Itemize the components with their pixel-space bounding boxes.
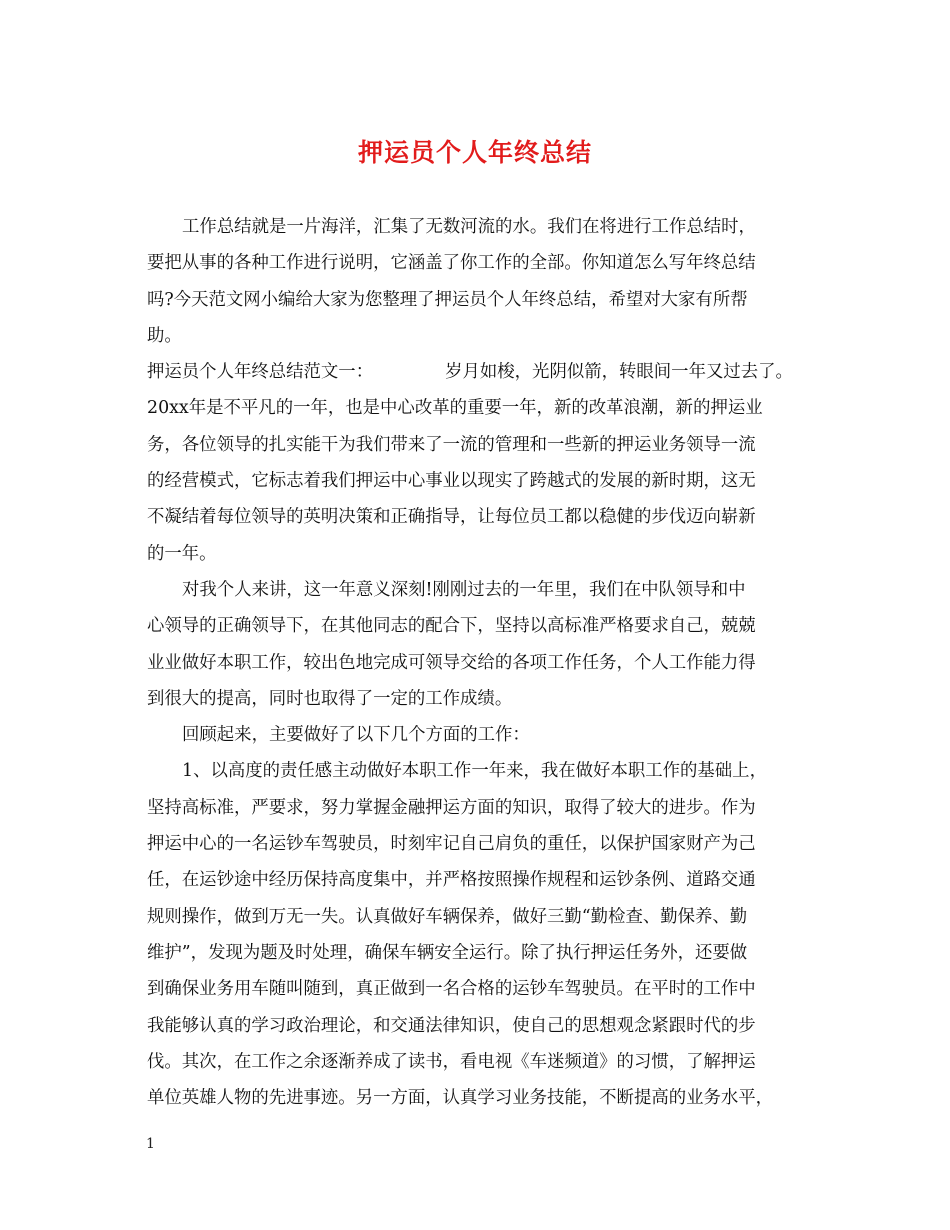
text-line: 对我个人来讲，这一年意义深刻!刚刚过去的一年里，我们在中队领导和中 [182, 579, 746, 600]
text-line: 务，各位领导的扎实能干为我们带来了一流的管理和一些新的押运业务领导一流 [147, 434, 756, 455]
text-line: 押运中心的一名运钞车驾驶员，时刻牢记自己肩负的重任，以保护国家财产为己 [147, 834, 756, 855]
text-line: 20xx年是不平凡的一年，也是中心改革的重要一年，新的改革浪潮，新的押运业 [147, 398, 763, 419]
text-line: 任，在运钞途中经历保持高度集中，并严格按照操作规程和运钞条例、道路交通 [147, 870, 756, 891]
text-line: 单位英雄人物的先进事迹。另一方面，认真学习业务技能，不断提高的业务水平， [147, 1088, 774, 1109]
text-line: 的一年。 [147, 543, 217, 564]
text-line: 维护”，发现为题及时处理，确保车辆安全运行。除了执行押运任务外，还要做 [147, 942, 748, 963]
text-line: 我能够认真的学习政治理论，和交通法律知识，使自己的思想观念紧跟时代的步 [147, 1015, 756, 1036]
text-line: 吗?今天范文网小编给大家为您整理了押运员个人年终总结，希望对大家有所帮 [147, 289, 748, 310]
text-line: 心领导的正确领导下，在其他同志的配合下，坚持以高标准严格要求自己，兢兢 [147, 616, 756, 637]
text-line: 要把从事的各种工作进行说明，它涵盖了你工作的全部。你知道怎么写年终总结 [147, 253, 756, 274]
text-line: 到确保业务用车随叫随到，真正做到一名合格的运钞车驾驶员。在平时的工作中 [147, 979, 756, 1000]
section-heading: 押运员个人年终总结范文一： [147, 362, 374, 383]
page-number: 1 [146, 1136, 155, 1152]
page-title: 押运员个人年终总结 [357, 138, 592, 167]
text-line: 业业做好本职工作，较出色地完成可领导交给的各项工作任务，个人工作能力得 [147, 652, 756, 673]
text-line: 回顾起来，主要做好了以下几个方面的工作： [182, 725, 530, 746]
document-body [147, 209, 809, 1116]
text-line: 工作总结就是一片海洋，汇集了无数河流的水。我们在将进行工作总结时， [182, 217, 756, 237]
text-line: 规则操作，做到万无一失。认真做好车辆保养，做好三勤“勤检查、勤保养、勤 [147, 906, 748, 927]
section-heading-line [147, 354, 809, 390]
text-line: 1、以高度的责任感主动做好本职工作一年来，我在做好本职工作的基础上， [182, 761, 767, 782]
text-line: 坚持高标准，严要求，努力掌握金融押运方面的知识，取得了较大的进步。作为 [147, 797, 756, 818]
text-line: 助。 [147, 325, 182, 346]
text-line: 到很大的提高，同时也取得了一定的工作成绩。 [147, 688, 513, 709]
text-span: 岁月如梭，光阴似箭，转眼间一年又过去了。 [445, 362, 793, 383]
text-line: 不凝结着每位领导的英明决策和正确指导，让每位员工都以稳健的步伐迈向崭新 [147, 507, 756, 528]
text-line: 的经营模式，它标志着我们押运中心事业以现实了跨越式的发展的新时期，这无 [147, 471, 756, 492]
text-line: 伐。其次，在工作之余逐渐养成了读书，看电视《车迷频道》的习惯，了解押运 [147, 1051, 756, 1072]
